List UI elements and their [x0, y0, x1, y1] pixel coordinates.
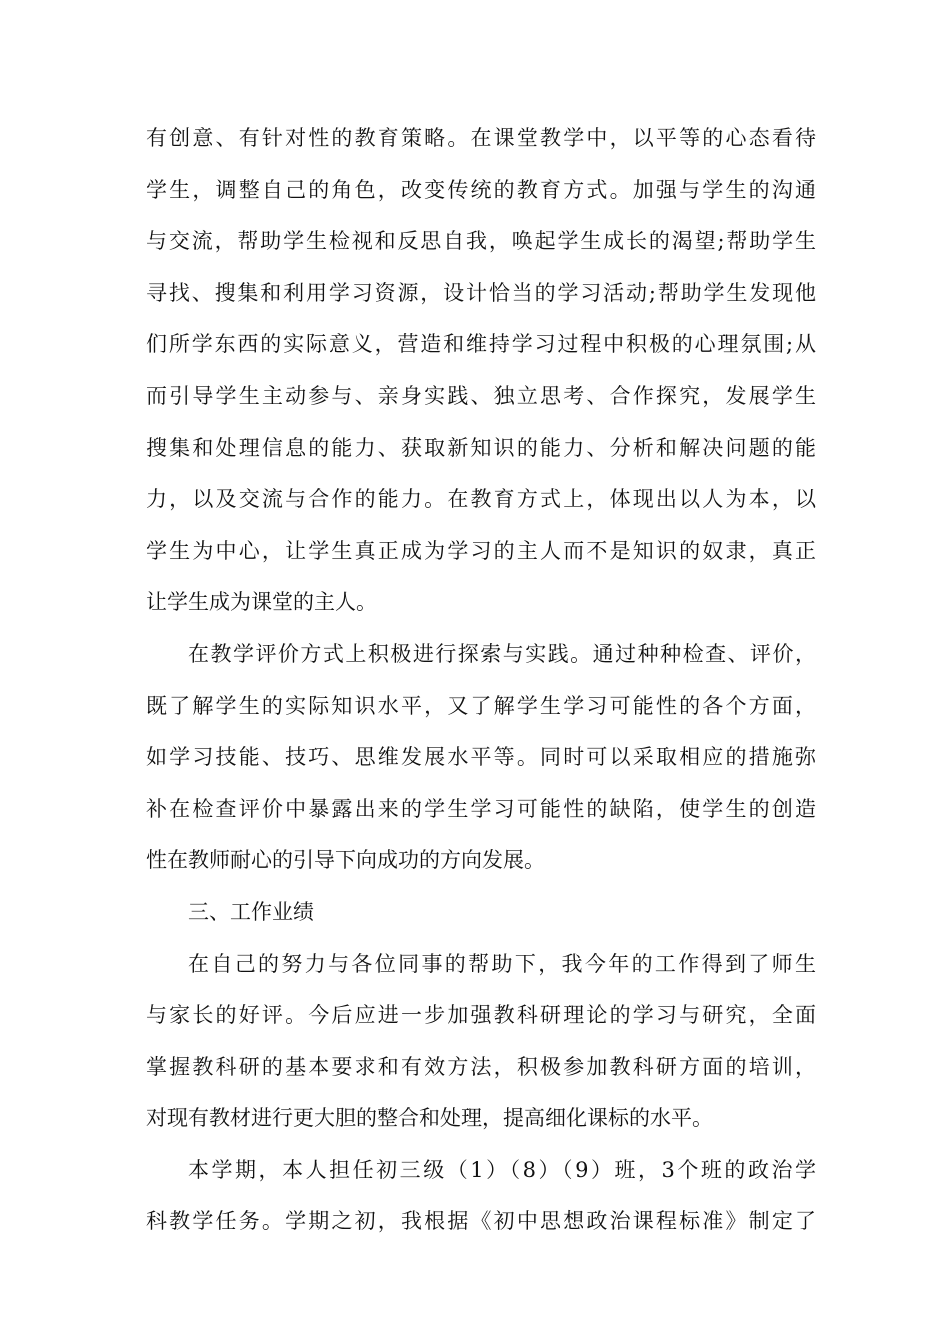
text-line: 与家长的好评。今后应进一步加强教科研理论的学习与研究，全面	[146, 1003, 816, 1028]
text-line: 在教学评价方式上积极进行探索与实践。通过种种检查、评价，	[188, 641, 816, 666]
text-line: 学生为中心，让学生真正成为学习的主人而不是知识的奴隶，真正	[146, 538, 816, 563]
text-line: 与交流，帮助学生检视和反思自我，唤起学生成长的渴望;帮助学生	[146, 229, 816, 254]
text-line: 们所学东西的实际意义，营造和维持学习过程中积极的心理氛围;从	[146, 332, 816, 357]
text-line: 三、工作业绩	[188, 899, 314, 924]
text-line: 既了解学生的实际知识水平，又了解学生学习可能性的各个方面，	[146, 693, 816, 718]
text-line: 而引导学生主动参与、亲身实践、独立思考、合作探究，发展学生	[146, 383, 816, 408]
text-line: 力，以及交流与合作的能力。在教育方式上，体现出以人为本，以	[146, 487, 816, 512]
text-line: 让学生成为课堂的主人。	[146, 590, 377, 615]
text-line: 科教学任务。学期之初，我根据《初中思想政治课程标准》制定了	[146, 1209, 816, 1234]
text-line: 补在检查评价中暴露出来的学生学习可能性的缺陷，使学生的创造	[146, 796, 816, 821]
text-line: 性在教师耐心的引导下向成功的方向发展。	[146, 848, 545, 873]
text-line: 对现有教材进行更大胆的整合和处理，提高细化课标的水平。	[146, 1106, 713, 1131]
text-line: 如学习技能、技巧、思维发展水平等。同时可以采取相应的措施弥	[146, 745, 816, 770]
document-body	[146, 118, 816, 1253]
text-line: 有创意、有针对性的教育策略。在课堂教学中，以平等的心态看待	[146, 126, 816, 150]
text-line: 在自己的努力与各位同事的帮助下，我今年的工作得到了师生	[188, 951, 816, 976]
text-line: 学生，调整自己的角色，改变传统的教育方式。加强与学生的沟通	[146, 177, 816, 202]
text-line: 寻找、搜集和利用学习资源，设计恰当的学习活动;帮助学生发现他	[146, 280, 816, 305]
text-line: 掌握教科研的基本要求和有效方法，积极参加教科研方面的培训，	[146, 1054, 816, 1079]
text-line: 搜集和处理信息的能力、获取新知识的能力、分析和解决问题的能	[146, 435, 816, 460]
text-line: 本学期，本人担任初三级（1）（8）（9）班，3个班的政治学	[188, 1157, 816, 1182]
